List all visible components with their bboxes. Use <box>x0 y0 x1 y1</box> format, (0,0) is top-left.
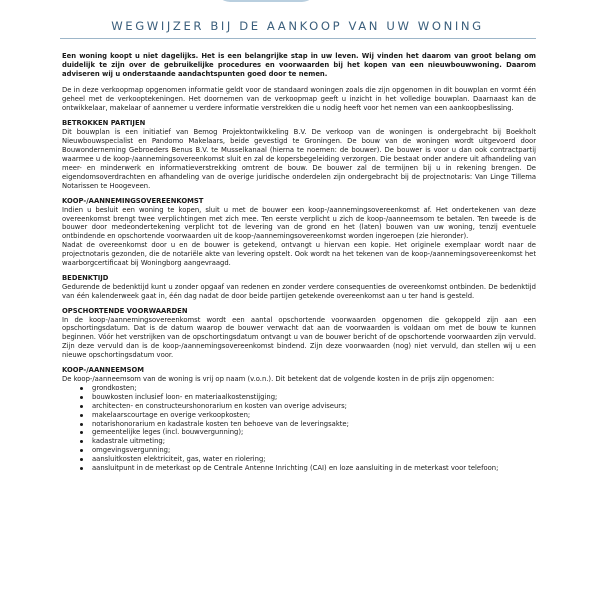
section-title-bedenktijd: BEDENKTIJD <box>62 273 109 282</box>
list-item-text: aansluitpunt in de meterkast op de Centrale Antenne Inrichting (CAI) en loze aansluiting in de meterkast voor telefoon; <box>92 464 499 473</box>
document-body <box>62 52 536 473</box>
bullet-icon <box>80 405 83 408</box>
list-item <box>62 411 536 420</box>
bullet-icon <box>80 414 83 417</box>
bullet-icon <box>80 423 83 426</box>
section-body-betrokken-partijen: Dit bouwplan is een initiatief van Bemog Projektontwikkeling B.V. De verkoop van de woningen is ondergebracht bij Boekholt Nieuwbouwspecialist en Pandomo Makelaars, beide gevestigd te Groningen. De bouw van de woningen wordt uitgevoerd door Bouwonderneming Gebroeders Benus B.V. te Musselkanaal (hierna te noemen: de bouwer). De bouwer is voor u dan ook contractpartij waarmee u de koop-/aannemingsovereenkomst sluit en zal de kopersbegeleiding verzorgen. Die bestaat onder andere uit afhandeling van meer- en minderwerk en informatieverstrekking omtrent de bouw. De bouwer zal de termijnen bij u in rekening brengen. De eigendomsoverdrachten en afhandeling van de overige juridische onderdelen zijn ondergebracht bij de projectnotaris: Van Linge Tillema Notarissen te Hoogeveen. <box>62 128 536 190</box>
list-item <box>62 384 536 393</box>
section-body-opschortende-voorwaarden: In de koop-/aannemingsovereenkomst wordt een aantal opschortende voorwaarden opgenomen die gekoppeld zijn aan een opschortingsdatum. Dat is de datum waarop de bouwer verwacht dat aan de voorwaarden is voldaan om met de bouw te kunnen beginnen. Vóór het verstrijken van de opschortingsdatum ontvangt u van de bouwer bericht of de opschortende voorwaarden zijn vervuld. Zijn deze vervuld dan is de koop-/aannemingsovereenkomst bindend. Zijn deze voorwaarden (nog) niet vervuld, dan stellen wij u een nieuwe opschortingsdatum voor. <box>62 315 536 360</box>
section-title-opschortende-voorwaarden: OPSCHORTENDE VOORWAARDEN <box>62 306 188 315</box>
intro-paragraph: Een woning koopt u niet dagelijks. Het is een belangrijke stap in uw leven. Wij vinden het daarom van groot belang om duidelijk te zijn over de gebruikelijke procedures en voorwaarden bij het kopen van een nieuwbouwwoning. Daarom adviseren wij u onderstaande aandachtspunten goed door te nemen. <box>62 52 536 78</box>
title-divider <box>60 38 536 39</box>
section-title-koopovereenkomst: KOOP-/AANNEMINGSOVEREENKOMST <box>62 196 204 205</box>
general-info-paragraph: De in deze verkoopmap opgenomen informatie geldt voor de standaard woningen zoals die zijn opgenomen in dit bouwplan en vormt één geheel met de verkooptekeningen. Het doornemen van de verkoopmap geeft u inzicht in het volledige bouwplan. Daarnaast kan de ontwikkelaar, makelaar of aannemer u verdere informatie verstrekken die u nodig heeft voor het nemen van een aankoopbeslissing. <box>62 85 536 112</box>
list-item-text: architecten- en constructeurshonorarium en kosten van overige adviseurs; <box>92 401 347 410</box>
list-item <box>62 464 536 473</box>
list-item <box>62 446 536 455</box>
list-item-text: makelaarscourtage en overige verkoopkosten; <box>92 410 251 419</box>
section-body-koopaanneemsom: De koop-/aanneemsom van de woning is vrij op naam (v.o.n.). Dit betekent dat de volgende kosten in de prijs zijn opgenomen: <box>62 375 495 383</box>
section-title-koopaanneemsom: KOOP-/AANNEEMSOM <box>62 366 145 375</box>
bullet-icon <box>80 396 83 399</box>
list-item <box>62 402 536 411</box>
list-item-text: aansluitkosten elektriciteit, gas, water en riolering; <box>92 455 266 464</box>
section-body-koopovereenkomst: Indien u besluit een woning te kopen, sluit u met de bouwer een koop-/aannemingsovereenkomst af. Het ondertekenen van deze overeenkomst brengt twee verplichtingen met zich mee. Ten eerste verplicht u zich de koop-/aanneemsom te betalen. Ten tweede is de bouwer door medeondertekening verplicht tot de levering van de grond en het (laten) bouwen van uw woning, tenzij eventuele ontbindende en opschortende voorwaarden uit de koop-/aannemingsovereenkomst worden ingeroepen (zie hieronder). Nadat de overeenkomst door u en de bouwer is getekend, ontvangt u hiervan een kopie. Het originele exemplaar wordt naar de projectnotaris gezonden, die de notariële akte van levering opstelt. Ook wordt na het tekenen van de koop-/aannemingsovereenkomst het waarborgcertificaat bij Woningborg aangevraagd. <box>62 205 536 268</box>
list-item-text: bouwkosten inclusief loon- en materiaalkostenstijging; <box>92 392 278 401</box>
list-item <box>62 455 536 464</box>
costs-list <box>62 384 536 473</box>
list-item-text: omgevingsvergunning; <box>92 446 171 455</box>
list-item-text: gemeentelijke leges (incl. bouwvergunning); <box>92 428 244 437</box>
list-item-text: kadastrale uitmeting; <box>92 437 165 446</box>
list-item-text: notarishonorarium en kadastrale kosten ten behoeve van de leveringsakte; <box>92 419 349 428</box>
page-title: WEGWIJZER BIJ DE AANKOOP VAN UW WONING <box>111 19 484 33</box>
bullet-icon <box>80 387 83 390</box>
bullet-icon <box>80 458 83 461</box>
list-item <box>62 420 536 429</box>
section-title-betrokken-partijen: BETROKKEN PARTIJEN <box>62 119 146 128</box>
bullet-icon <box>80 431 83 434</box>
bullet-icon <box>80 467 83 470</box>
section-body-bedenktijd: Gedurende de bedenktijd kunt u zonder opgaaf van redenen en zonder verdere consequenties de overeenkomst ontbinden. De bedenktijd van één kalenderweek gaat in, één dag nadat de door beide partijen getekende overeenkomst aan u ter hand is gesteld. <box>62 282 536 300</box>
list-item <box>62 393 536 402</box>
header-decoration <box>216 0 316 2</box>
bullet-icon <box>80 440 83 443</box>
list-item <box>62 428 536 437</box>
list-item-text: grondkosten; <box>92 383 137 392</box>
bullet-icon <box>80 449 83 452</box>
list-item <box>62 437 536 446</box>
